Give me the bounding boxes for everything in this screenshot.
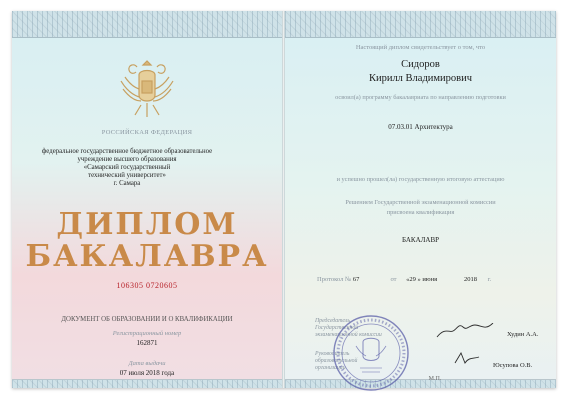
mastered-text: освоил(а) программу бакалавриата по направлению подготовки [335,94,506,101]
student-name: Кирилл Владимирович [368,73,473,84]
issue-date-label: Дата выдачи [128,360,166,367]
chair-label-line: Государственной [315,325,359,331]
chair-signature [435,323,495,343]
head-label-line: Руководитель [315,351,350,357]
institution-line: технический университет» [88,172,166,179]
issue-date: 07 июля 2018 года [119,369,175,377]
serial-number: 106305 0720605 [116,281,178,290]
protocol-label: Протокол № [317,276,352,283]
student-surname: Сидоров [401,59,440,70]
head-name: Юсупова О.В. [493,362,533,369]
institution-line: федеральное государственное бюджетное образовательное [41,148,213,155]
institution-line: г. Самара [113,180,141,187]
certifies-text: Настоящий диплом свидетельствует о том, что [355,44,486,51]
protocol-number: 67 [352,276,360,283]
seal-label: М.П. [428,376,442,382]
protocol-month: июня [422,276,438,283]
head-label-line: образовательной [315,358,358,364]
head-signature [453,351,483,367]
commission-decision-line1: Решением Государственной экзаменационной комиссии [345,199,496,206]
top-ornament-band [12,11,282,38]
protocol-from-label: от [390,276,397,283]
head-label-line: организации [315,365,346,371]
diploma-title-line2: БАКАЛАВРА [25,239,269,274]
institution-name [12,148,242,188]
attestation-text: и успешно прошел(ла) государственную итоговую аттестацию [336,176,505,183]
registration-number: 162871 [136,339,158,347]
registration-label: Регистрационный номер [112,330,182,337]
country-label: РОССИЙСКАЯ ФЕДЕРАЦИЯ [101,129,193,136]
protocol-year: 2018 [463,276,477,283]
chair-label-line: экзаменационной комиссии [315,332,382,338]
diploma-right-page [285,11,556,388]
top-ornament-band [285,11,556,38]
coat-of-arms-icon [111,53,183,125]
bottom-ornament-band [12,379,282,388]
chair-label-line: Председатель [315,318,350,324]
institution-line: «Самарский государственный [83,164,171,171]
institution-line: учреждение высшего образования [77,156,177,163]
document-type: ДОКУМЕНТ ОБ ОБРАЗОВАНИИ И О КВАЛИФИКАЦИИ [61,316,233,323]
protocol-line [317,276,491,283]
diploma-left-page [12,11,282,388]
protocol-year-suffix: г. [487,276,492,283]
protocol-day: «29 » [406,276,421,283]
chair-name: Худин А.А. [507,331,539,338]
diploma-title-line1: ДИПЛОМ [56,207,238,242]
qualification: БАКАЛАВР [401,236,440,244]
official-stamp-icon [330,312,412,394]
commission-decision-line2: присвоена квалификация [386,209,455,216]
program-name: 07.03.01 Архитектура [388,123,453,131]
diploma-spread [12,11,556,388]
